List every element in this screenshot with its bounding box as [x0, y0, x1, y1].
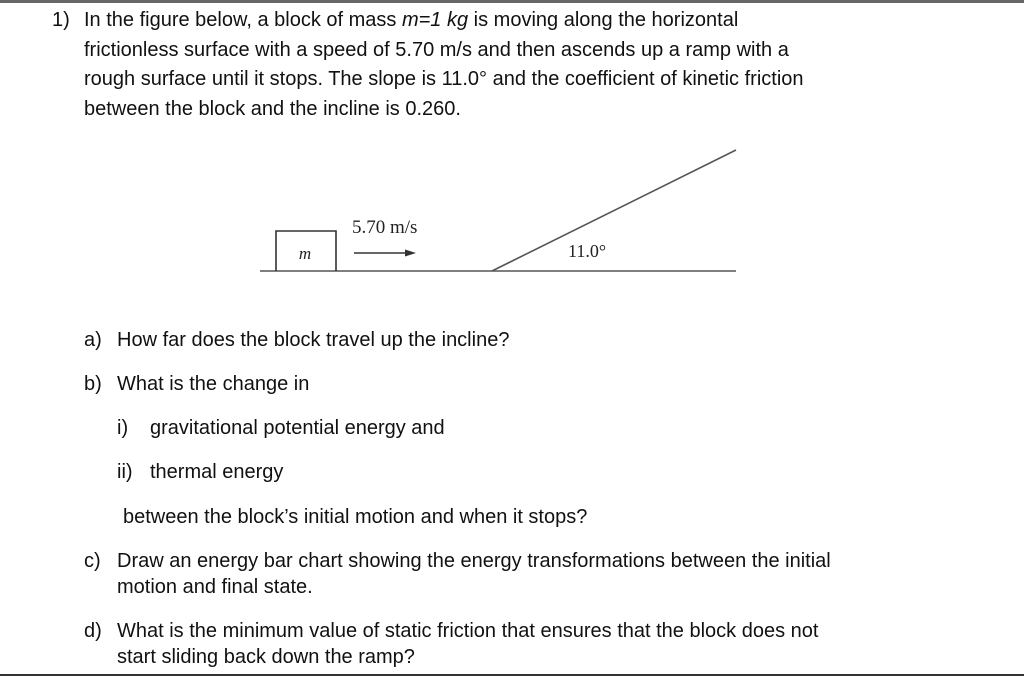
question-number: 1) — [52, 9, 70, 31]
question-c-line-1: Draw an energy bar chart showing the energy transformations between the initial — [117, 550, 831, 572]
question-c-label: c) — [84, 550, 101, 572]
question-d — [84, 618, 984, 670]
question-b-i-text: gravitational potential energy and — [150, 417, 445, 439]
block-label: m — [298, 244, 312, 263]
angle-label: 11.0° — [568, 241, 607, 261]
mass-expression: m=1 kg — [401, 9, 469, 31]
question-a-label: a) — [84, 329, 102, 351]
question-a-text: How far does the block travel up the incline? — [117, 329, 510, 351]
question-b — [84, 371, 984, 397]
question-a — [84, 327, 984, 353]
question-b-i — [117, 415, 917, 441]
question-b-text: What is the change in — [117, 373, 310, 395]
velocity-label: 5.70 m/s — [352, 217, 418, 238]
intro-line-1-post: is moving along the horizontal — [468, 9, 739, 31]
question-b-ii — [117, 459, 917, 485]
question-d-line-2: start sliding back down the ramp? — [117, 646, 415, 668]
question-b-tail — [123, 504, 923, 530]
question-b-i-label: i) — [117, 417, 129, 439]
question-d-label: d) — [84, 620, 102, 642]
question-b-label: b) — [84, 373, 102, 395]
intro-line-1-pre: In the figure below, a block of mass — [84, 9, 402, 31]
ramp-incline — [492, 150, 736, 271]
question-b-ii-label: ii) — [117, 461, 133, 483]
question-c — [84, 548, 984, 600]
question-d-line-1: What is the minimum value of static friction that ensures that the block does not — [117, 620, 819, 642]
intro-line-3: rough surface until it stops. The slope is 11.0° and the coefficient of kinetic friction — [84, 68, 804, 90]
intro-line-2: frictionless surface with a speed of 5.70 m/s and then ascends up a ramp with a — [84, 38, 789, 61]
intro-line-4: between the block and the incline is 0.260. — [84, 97, 461, 120]
question-b-ii-text: thermal energy — [150, 461, 284, 483]
velocity-arrow-head — [405, 250, 416, 257]
question-c-line-2: motion and final state. — [117, 576, 313, 598]
bottom-border — [0, 674, 1024, 676]
question-b-tail-text: between the block’s initial motion and when it stops? — [123, 506, 588, 528]
